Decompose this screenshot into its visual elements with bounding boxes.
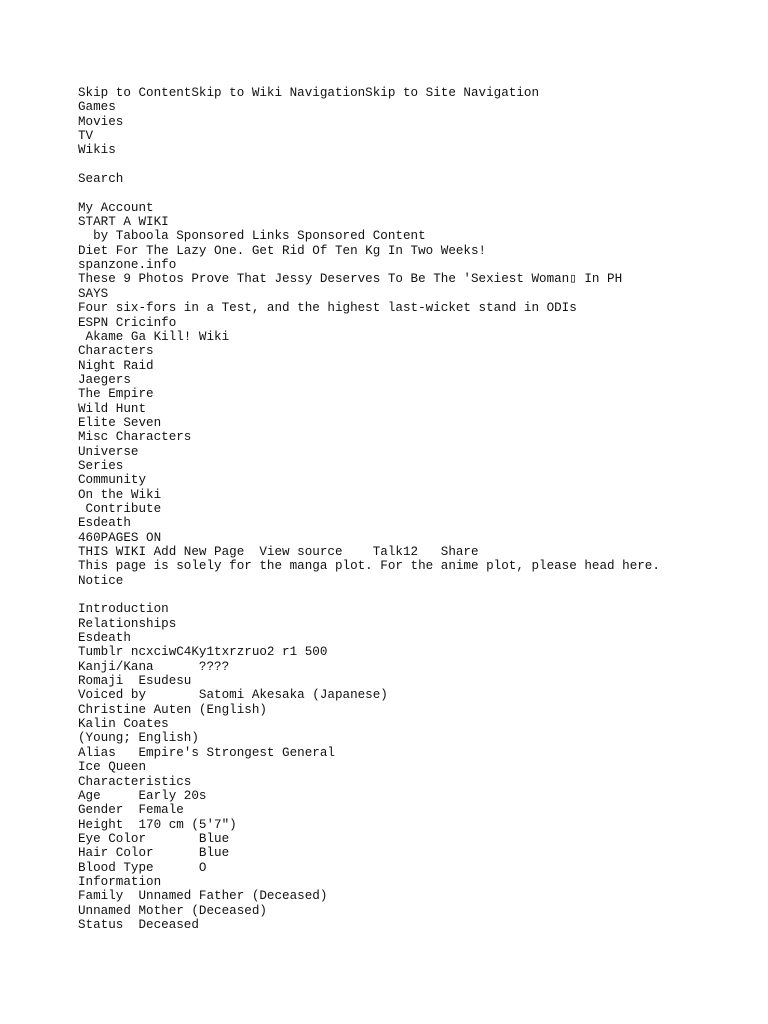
wiki-nav-misc-characters[interactable]: Misc Characters — [78, 430, 192, 445]
wiki-nav-series[interactable]: Series — [78, 458, 124, 473]
document-text — [78, 86, 758, 932]
infobox-height-row: Height 170 cm (5'7") — [78, 817, 237, 832]
infobox-voiced-by-row: Voiced by Satomi Akesaka (Japanese) — [78, 688, 388, 703]
contribute-button[interactable]: Contribute — [78, 501, 162, 516]
nav-wikis-link[interactable]: Wikis — [78, 143, 116, 158]
wiki-nav-jaegers[interactable]: Jaegers — [78, 372, 131, 387]
wiki-name-link[interactable]: Akame Ga Kill! Wiki — [78, 329, 230, 344]
wiki-nav-community[interactable]: Community — [78, 473, 147, 488]
wiki-nav-elite-seven[interactable]: Elite Seven — [78, 415, 162, 430]
sponsored-link-diet[interactable]: Diet For The Lazy One. Get Rid Of Ten Kg In Two Weeks! — [78, 243, 487, 258]
sponsored-link-photos[interactable]: These 9 Photos Prove That Jessy Deserves To Be The 'Sexiest Woman▯ In PH — [78, 272, 623, 287]
infobox-voice-english: Christine Auten (English) — [78, 702, 267, 717]
manga-plot-notice: This page is solely for the manga plot. For the anime plot, please head here. — [78, 559, 660, 574]
infobox-section-information: Information — [78, 874, 162, 889]
infobox-family-extra: Unnamed Mother (Deceased) — [78, 903, 267, 918]
blank-line — [78, 158, 758, 172]
wiki-nav-universe[interactable]: Universe — [78, 444, 139, 459]
infobox-alias-extra: Ice Queen — [78, 760, 147, 775]
toc-relationships-link[interactable]: Relationships — [78, 616, 177, 631]
skip-links-line[interactable]: Skip to ContentSkip to Wiki NavigationSkip to Site Navigation — [78, 86, 540, 100]
notice-label: Notice — [78, 573, 124, 588]
search-link[interactable]: Search — [78, 172, 124, 187]
infobox-romaji-row: Romaji Esudesu — [78, 674, 192, 689]
infobox-kanji-row: Kanji/Kana ???? — [78, 659, 230, 674]
nav-tv-link[interactable]: TV — [78, 129, 94, 144]
infobox-status-row: Status Deceased — [78, 917, 199, 932]
blank-line — [78, 186, 758, 200]
infobox-section-characteristics: Characteristics — [78, 774, 192, 789]
toc-introduction-link[interactable]: Introduction — [78, 602, 169, 617]
wiki-nav-wild-hunt[interactable]: Wild Hunt — [78, 401, 147, 416]
infobox-voice-kalin: Kalin Coates — [78, 717, 169, 732]
infobox-age-row: Age Early 20s — [78, 788, 207, 803]
wiki-nav-the-empire[interactable]: The Empire — [78, 387, 154, 402]
page-title: Esdeath — [78, 516, 131, 531]
infobox-family-row: Family Unnamed Father (Deceased) — [78, 889, 328, 904]
nav-games-link[interactable]: Games — [78, 100, 116, 115]
infobox-alias-row: Alias Empire's Strongest General — [78, 745, 335, 760]
sponsored-source: SAYS — [78, 286, 109, 301]
wiki-nav-on-the-wiki[interactable]: On the Wiki — [78, 487, 162, 502]
page-actions-line[interactable]: THIS WIKI Add New Page View source Talk12 Share — [78, 545, 479, 559]
infobox-image-caption: Tumblr ncxciwC4Ky1txrzruo2 r1 500 — [78, 645, 328, 660]
page-count: 460PAGES ON — [78, 530, 162, 545]
start-a-wiki-link[interactable]: START A WIKI — [78, 215, 169, 230]
sponsored-source: ESPN Cricinfo — [78, 315, 177, 330]
sponsored-link-cricket[interactable]: Four six-fors in a Test, and the highest last-wicket stand in ODIs — [78, 301, 577, 316]
wiki-nav-characters[interactable]: Characters — [78, 344, 154, 359]
infobox-eye-color-row: Eye Color Blue — [78, 831, 230, 846]
wiki-nav-night-raid[interactable]: Night Raid — [78, 358, 154, 373]
blank-line — [78, 588, 758, 602]
nav-movies-link[interactable]: Movies — [78, 114, 124, 129]
infobox-gender-row: Gender Female — [78, 803, 184, 818]
infobox-voice-note: (Young; English) — [78, 731, 199, 746]
sponsored-source: spanzone.info — [78, 258, 177, 273]
infobox-blood-type-row: Blood Type O — [78, 860, 207, 875]
infobox-hair-color-row: Hair Color Blue — [78, 846, 230, 861]
my-account-link[interactable]: My Account — [78, 200, 154, 215]
infobox-title: Esdeath — [78, 631, 131, 646]
sponsored-header: by Taboola Sponsored Links Sponsored Content — [78, 229, 426, 244]
